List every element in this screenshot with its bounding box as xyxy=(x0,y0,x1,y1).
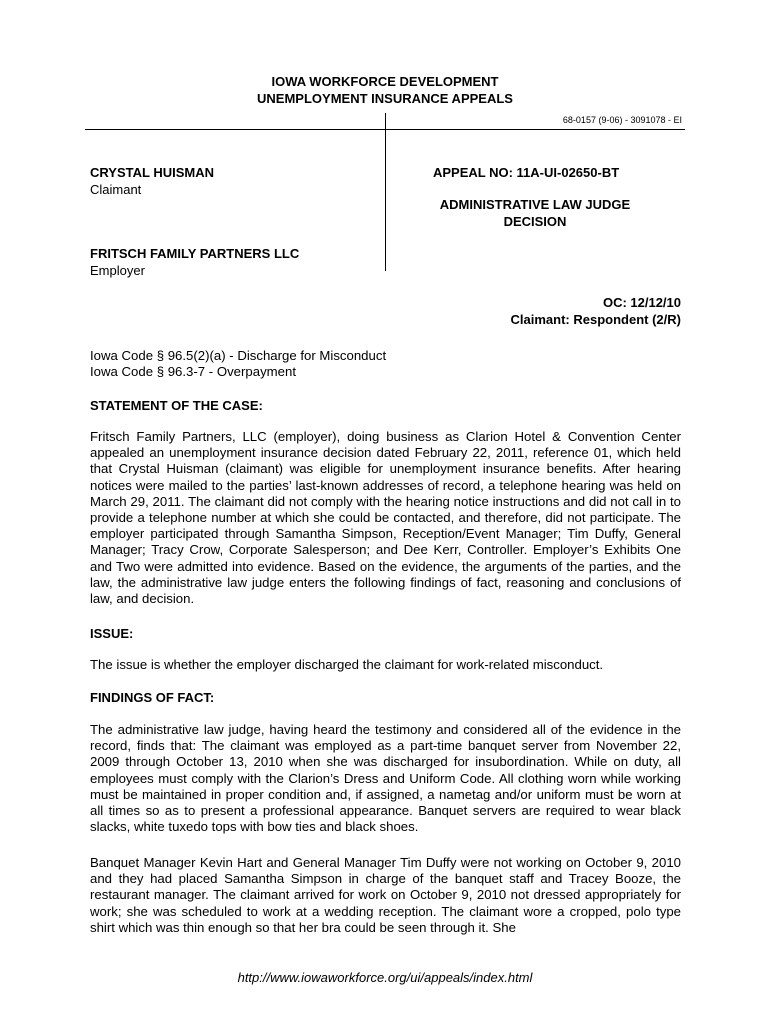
claimant-status: Claimant: Respondent (2/R) xyxy=(510,312,681,327)
iowa-code-item: Iowa Code § 96.5(2)(a) - Discharge for Misconduct xyxy=(90,348,387,363)
iowa-code-item: Iowa Code § 96.3-7 - Overpayment xyxy=(90,364,296,380)
form-number: 68-0157 (9-06) - 3091078 - EI xyxy=(562,115,682,125)
findings-paragraph-2 xyxy=(90,855,681,936)
column-divider xyxy=(385,113,386,271)
agency-title: IOWA WORKFORCE DEVELOPMENT xyxy=(271,74,499,89)
findings-text-2: Banquet Manager Kevin Hart and General Manager Tim Duffy were not working on October 9, 2010 and they had placed Samantha Simpson in charge of the banquet staff and Tracey Booze, the restaurant manager. The claimant arrived for work on October 9, 2010 not dressed appropriately for work; she was scheduled to work at a wedding reception. The claimant wore a cropped, polo type shirt which was thin enough so that her bra could be seen through it. She xyxy=(90,855,681,935)
decision-title-line1: ADMINISTRATIVE LAW JUDGE xyxy=(439,197,631,212)
issue-heading: ISSUE: xyxy=(90,626,134,641)
statement-text: Fritsch Family Partners, LLC (employer), doing business as Clarion Hotel & Convention Center appealed an unemployment insurance decision dated February 22, 2011, reference 01, which held that Crystal Huisman (claimant) was eligible for unemployment insurance benefits. After hearing notices were mailed to the parties’ last-known addresses of record, a telephone hearing was held on March 29, 2011. The claimant did not comply with the hearing notice instructions and did not call in to provide a telephone number at which she could be contacted, and therefore, did not participate. The employer participated through Samantha Simpson, Reception/Event Manager; Tim Duffy, General Manager; Tracy Crow, Corporate Salesperson; and Dee Kerr, Controller. Employer’s Exhibits One and Two were admitted into evidence. Based on the evidence, the arguments of the parties, and the law, the administrative law judge enters the following findings of fact, reasoning and conclusions of law, and decision. xyxy=(90,429,681,607)
decision-title-line2: DECISION xyxy=(503,214,567,229)
oc-date: OC: 12/12/10 xyxy=(602,295,681,310)
footer-url: http://www.iowaworkforce.org/ui/appeals/index.html xyxy=(237,970,533,985)
agency-subtitle: UNEMPLOYMENT INSURANCE APPEALS xyxy=(257,91,513,106)
statement-paragraph xyxy=(90,429,681,607)
claimant-name: CRYSTAL HUISMAN xyxy=(90,165,214,180)
findings-paragraph-1 xyxy=(90,722,681,835)
iowa-code-list xyxy=(90,348,681,380)
findings-text-1: The administrative law judge, having heard the testimony and considered all of the evidence in the record, finds that: The claimant was employed as a part-time banquet server from November 22, 2009 through October 13, 2010 when she was discharged for insubordination. While on duty, all employees must comply with the Clarion’s Dress and Uniform Code. All clothing worn while working must be maintained in proper condition and, if assigned, a nametag and/or uniform must be worn at all times so as to present a professional appearance. Banquet servers are required to wear black slacks, white tuxedo tops with bow ties and black shoes. xyxy=(90,722,681,835)
statement-heading: STATEMENT OF THE CASE: xyxy=(90,398,263,413)
employer-name: FRITSCH FAMILY PARTNERS LLC xyxy=(90,246,300,261)
employer-label: Employer xyxy=(90,263,145,278)
claimant-label: Claimant xyxy=(90,182,142,197)
issue-paragraph xyxy=(90,657,681,673)
appeal-number: APPEAL NO: 11A-UI-02650-BT xyxy=(433,165,620,180)
issue-text: The issue is whether the employer discharged the claimant for work-related misconduct. xyxy=(90,657,604,672)
findings-heading: FINDINGS OF FACT: xyxy=(90,690,215,705)
